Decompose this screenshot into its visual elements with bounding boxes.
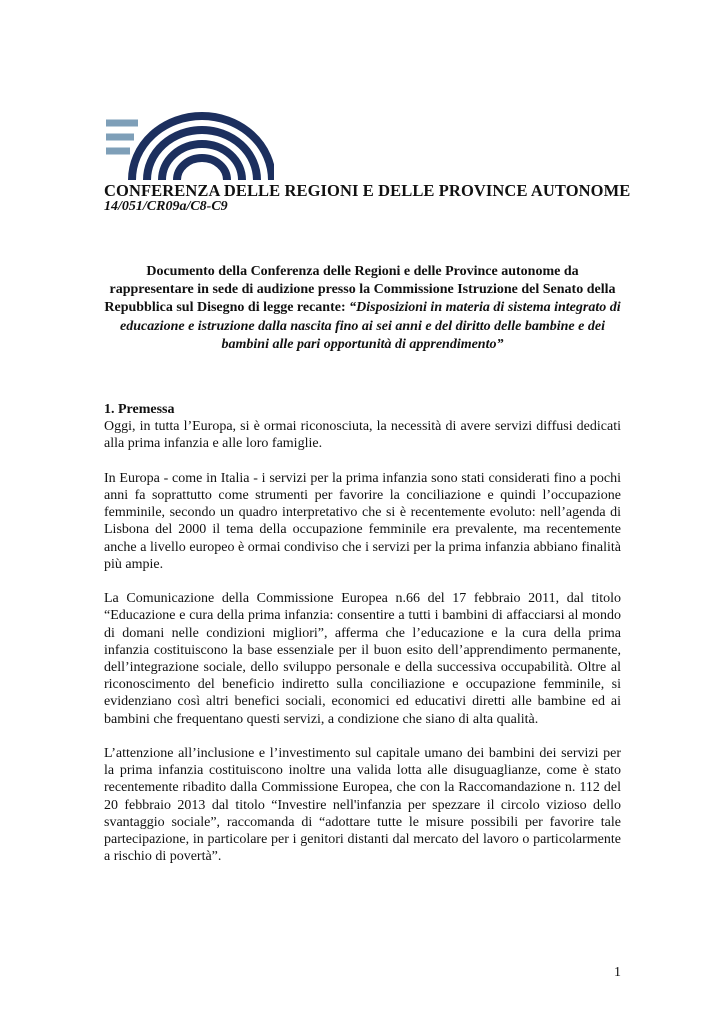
document-code: 14/051/CR09a/C8-C9	[104, 199, 228, 214]
section-premessa	[104, 401, 621, 883]
page-number: 1	[614, 965, 621, 980]
document-title	[104, 263, 621, 354]
conference-logo-icon	[104, 110, 274, 182]
document-title-italic: “Disposizioni in materia di sistema integrato di educazione e istruzione dalla nascita fino ai sei anni e del diritto delle bambine e dei bambini alle pari opportunità di apprendimento”	[120, 300, 621, 352]
paragraph: Oggi, in tutta l’Europa, si è ormai riconosciuta, la necessità di avere servizi diffusi dedicati alla prima infanzia e alle loro famiglie.	[104, 419, 621, 452]
paragraph: L’attenzione all’inclusione e l’investimento sul capitale umano dei bambini dei servizi per la prima infanzia costituiscono inoltre una valida lotta alle disuguaglianze, come è stato recentemente ribadito dalla Commissione Europea, che con la Raccomandazione n. 112 del 20 febbraio 2013 dal titolo “Investire nell'infanzia per spezzare il circolo vizioso dello svantaggio sociale”, raccomanda di “adottare tutte le misure possibili per favorire tale partecipazione, in particolare per i genitori distanti dal mercato del lavoro o particolarmente a rischio di povertà”.	[104, 746, 621, 865]
paragraph: In Europa - come in Italia - i servizi per la prima infanzia sono stati considerati fino a pochi anni fa soprattutto come strumenti per favorire la conciliazione e quindi l’occupazione femminile, secondo un quadro interpretativo che si è recentemente evoluto: nell’agenda di Lisbona del 2000 il tema della occupazione femminile era prevalente, ma recentemente anche a livello europeo è ormai condiviso che i servizi per la prima infanzia abbiano finalità più ampie.	[104, 470, 621, 572]
paragraph: La Comunicazione della Commissione Europea n.66 del 17 febbraio 2011, dal titolo “Educazione e cura della prima infanzia: consentire a tutti i bambini di affacciarsi al mondo di domani nelle condizioni migliori”, afferma che l’educazione e la cura della prima infanzia costituiscono la base essenziale per il buon esito dell’apprendimento permanente, dell’integrazione sociale, dello sviluppo personale e della successiva occupabilità. Oltre al riconoscimento del beneficio indiretto sulla conciliazione e occupazione femminile, si evidenziano così altri benefici sociali, economici ed educativi diretti alle bambine ed ai bambini che frequentano questi servizi, a condizione che siano di alta qualità.	[104, 591, 621, 727]
document-title-plain: Documento della Conferenza delle Regioni e delle Province autonome da rappresentare in sede di audizione presso la Commissione Istruzione del Senato della Repubblica sul Disegno di legge recante:	[104, 264, 616, 316]
organization-title: CONFERENZA DELLE REGIONI E DELLE PROVINCE AUTONOME	[104, 181, 631, 200]
section-heading: 1. Premessa	[104, 402, 175, 417]
